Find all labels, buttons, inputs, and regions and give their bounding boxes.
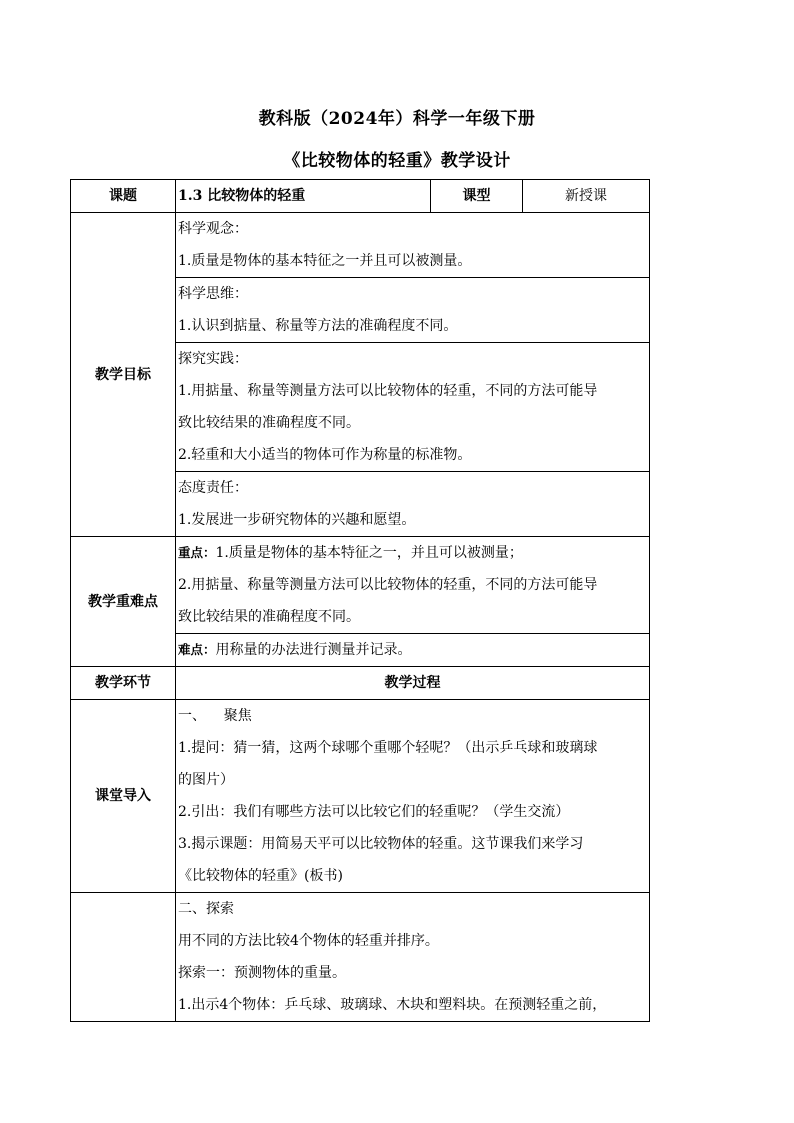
document-title: 教科版（2024年）科学一年级下册 (258, 109, 536, 129)
explore-content: 二、探索 用不同的方法比较4个物体的轻重并排序。 探索一：预测物体的重量。 1.出示4个物体：乒乓球、玻璃球、木块和塑料块。在预测轻重之前， (176, 893, 650, 1022)
lesson-type-value: 新授课 (523, 180, 650, 213)
explore-label (71, 893, 176, 1022)
intro-content: 一、 聚焦 1.提问：猜一猜，这两个球哪个重哪个轻呢？（出示乒乓球和玻璃球 的图片） 2.引出：我们有哪些方法可以比较它们的轻重呢？（学生交流） 3.揭示课题：用简易天平可以比较物体的轻重。这节课我们来学习 《比较物体的轻重》(板书) (176, 700, 650, 893)
table-row (71, 537, 650, 634)
goals-inquiry-practice: 探究实践： 1.用掂量、称量等测量方法可以比较物体的轻重，不同的方法可能导 致比较结果的准确程度不同。 2.轻重和大小适当的物体可作为称量的标准物。 (176, 343, 650, 472)
table-row (71, 213, 650, 278)
lesson-type-label: 课型 (431, 180, 523, 213)
intro-label: 课堂导入 (71, 700, 176, 893)
table-row (71, 893, 650, 1022)
document-subtitle: 《比较物体的轻重》教学设计 (283, 151, 511, 171)
table-row (71, 180, 650, 213)
lesson-plan-table (70, 179, 650, 1022)
keypoints-label: 教学重难点 (71, 537, 176, 667)
goals-label: 教学目标 (71, 213, 176, 537)
topic-label: 课题 (71, 180, 176, 213)
goals-attitude: 态度责任： 1.发展进一步研究物体的兴趣和愿望。 (176, 472, 650, 537)
process-header: 教学过程 (176, 667, 650, 700)
table-row (71, 700, 650, 893)
goals-science-thinking: 科学思维： 1.认识到掂量、称量等方法的准确程度不同。 (176, 278, 650, 343)
difficult-points: 难点：用称量的办法进行测量并记录。 (176, 634, 650, 667)
goals-science-concept: 科学观念： 1.质量是物体的基本特征之一并且可以被测量。 (176, 213, 650, 278)
key-points: 重点：1.质量是物体的基本特征之一，并且可以被测量； 2.用掂量、称量等测量方法可以比较物体的轻重，不同的方法可能导 致比较结果的准确程度不同。 (176, 537, 650, 634)
process-stage-header: 教学环节 (71, 667, 176, 700)
topic-value: 1.3 比较物体的轻重 (176, 180, 431, 213)
table-row (71, 667, 650, 700)
